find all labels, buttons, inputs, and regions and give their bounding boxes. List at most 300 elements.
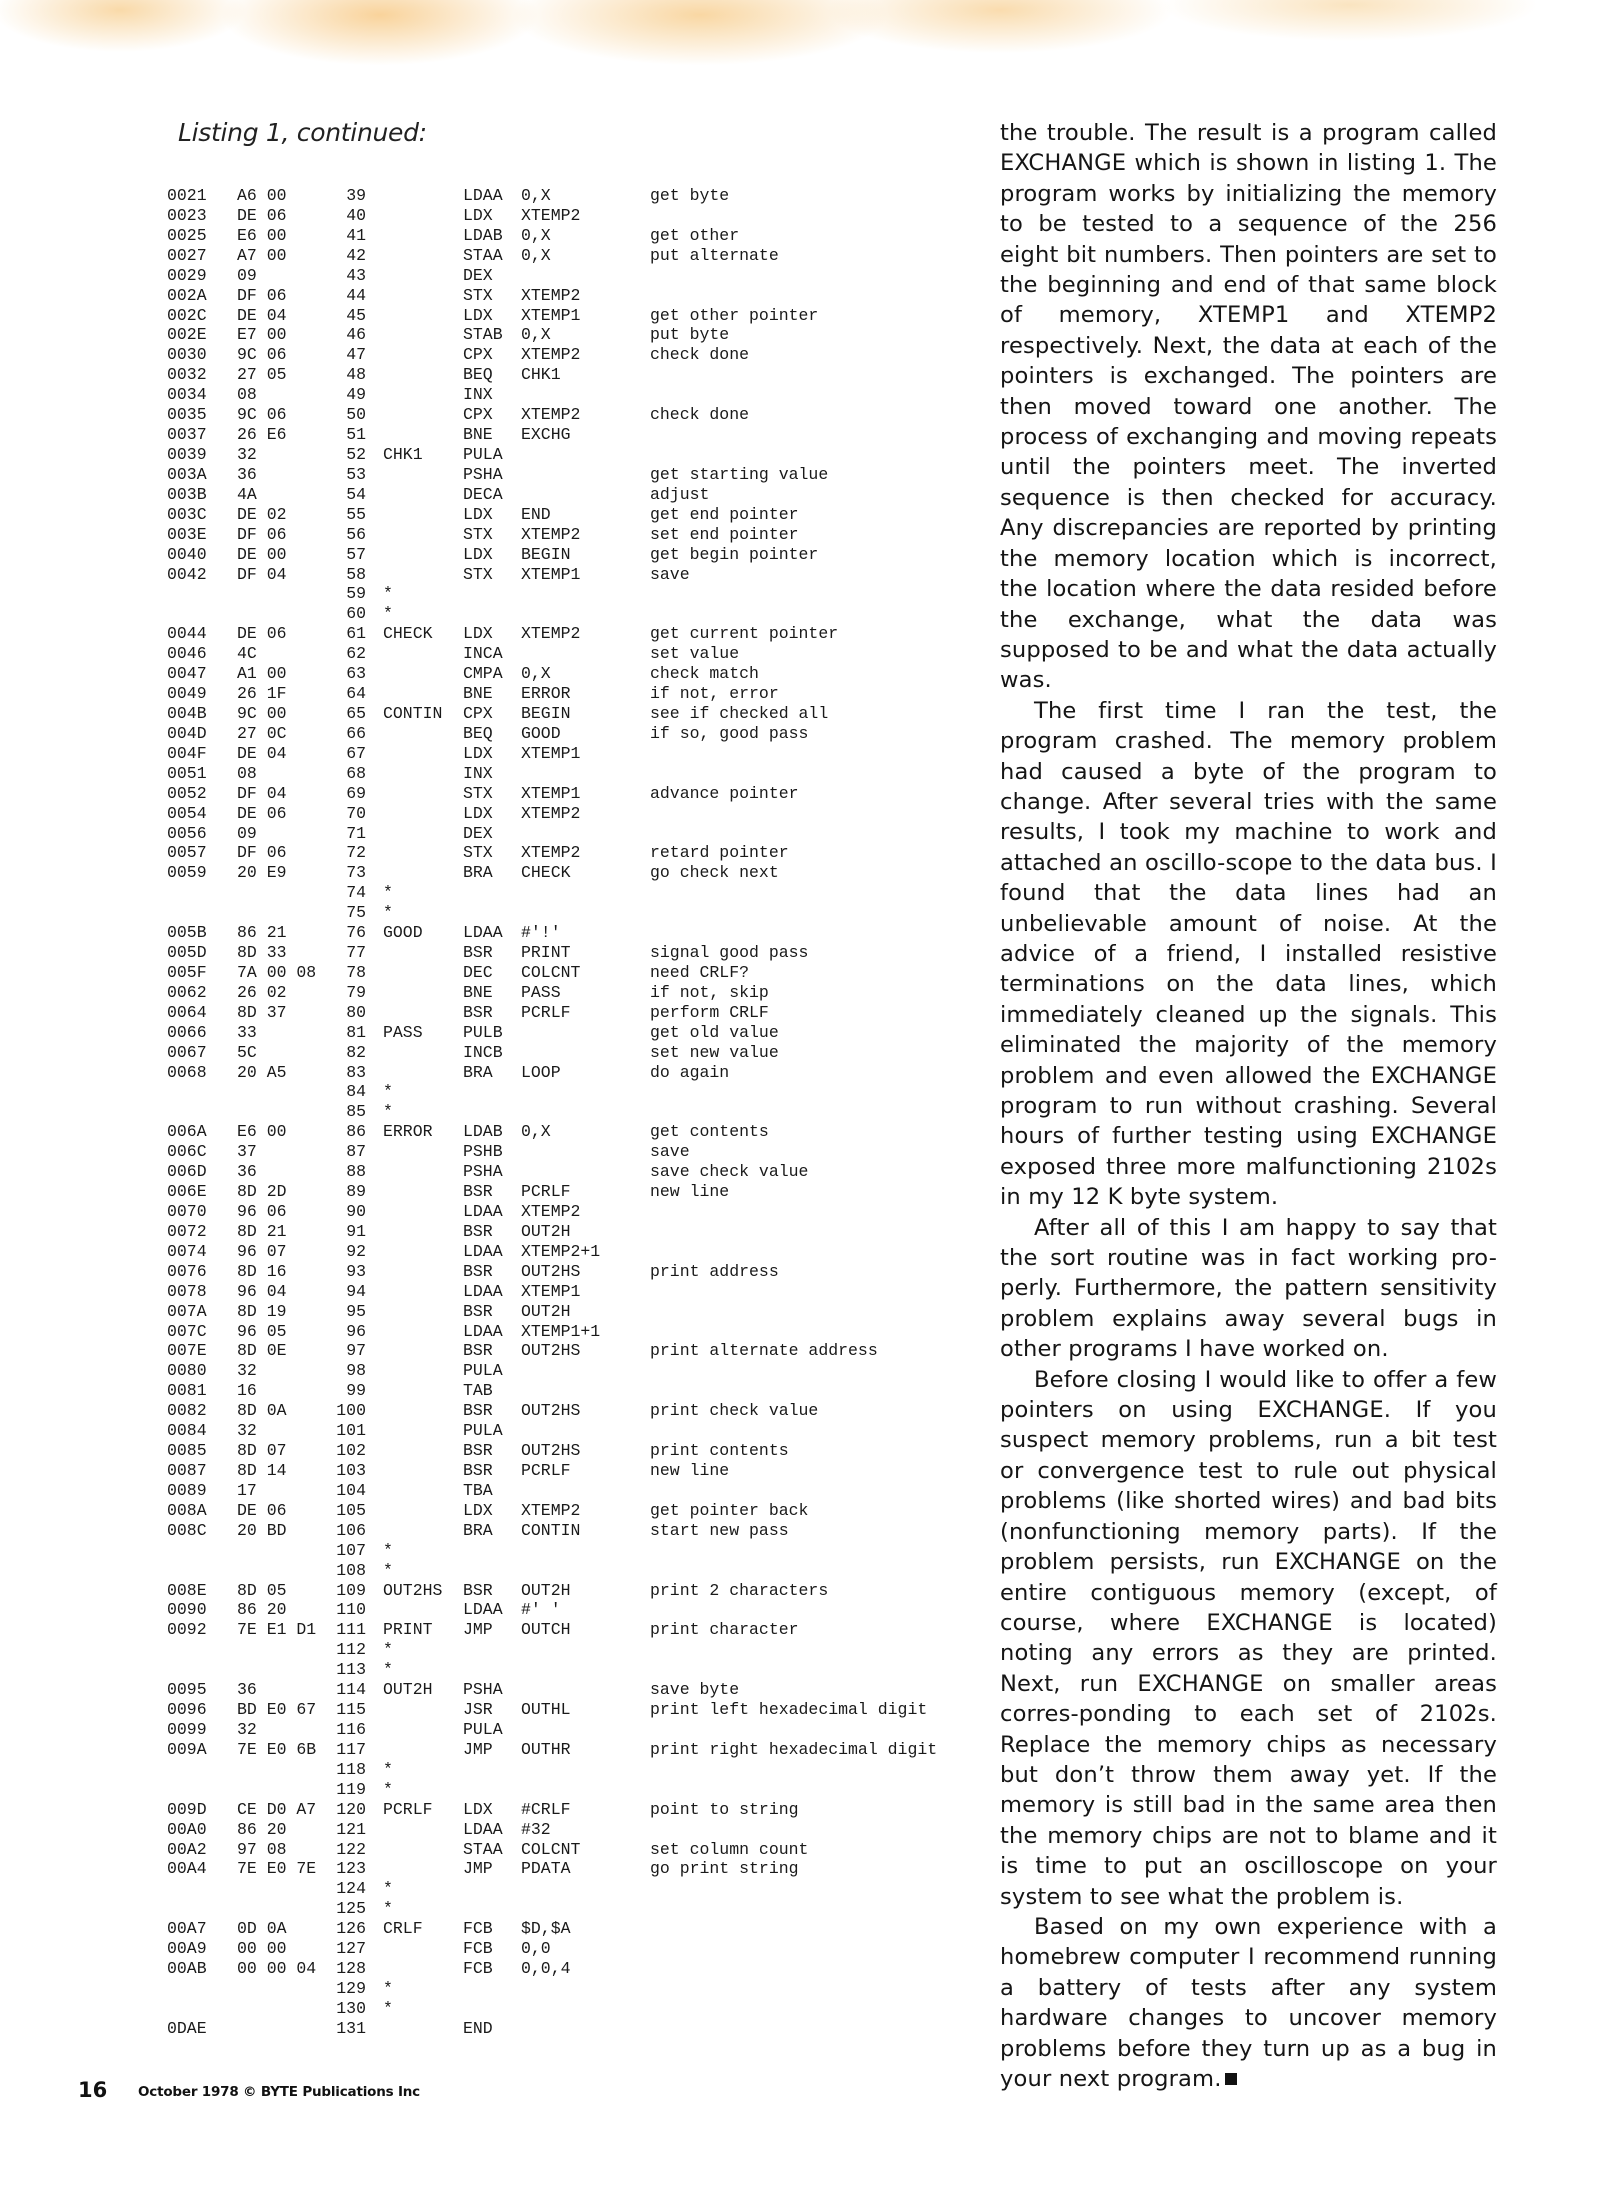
operand-cell: OUT2HS <box>521 1401 581 1421</box>
line-number-cell: 99 <box>346 1381 366 1401</box>
comment-cell: if not, skip <box>650 982 769 1002</box>
address-cell: 0084 <box>167 1421 207 1441</box>
bytes-cell: 8D 21 <box>237 1221 287 1241</box>
opcode-cell: BRA <box>463 863 493 883</box>
line-number-cell: 125 <box>336 1899 366 1919</box>
opcode-cell: INCB <box>463 1042 503 1062</box>
operand-cell: XTEMP2 <box>521 843 581 863</box>
opcode-cell: STX <box>463 285 493 305</box>
bytes-cell: 09 <box>237 265 257 285</box>
listing-row <box>0 485 960 505</box>
opcode-cell: FCB <box>463 1939 493 1959</box>
label-cell: * <box>383 1660 393 1680</box>
bytes-cell: CE D0 A7 <box>237 1799 317 1819</box>
bytes-cell: 96 04 <box>237 1281 287 1301</box>
line-number-cell: 76 <box>346 923 366 943</box>
listing-row <box>0 724 960 744</box>
opcode-cell: CPX <box>463 345 493 365</box>
bytes-cell: 33 <box>237 1022 257 1042</box>
line-number-cell: 87 <box>346 1142 366 1162</box>
comment-cell: go print string <box>650 1859 799 1879</box>
comment-cell: check done <box>650 345 750 365</box>
listing-row <box>0 943 960 963</box>
line-number-cell: 67 <box>346 743 366 763</box>
address-cell: 007C <box>167 1321 207 1341</box>
bytes-cell: DE 06 <box>237 1500 287 1520</box>
operand-cell: XTEMP2+1 <box>521 1241 601 1261</box>
address-cell: 0DAE <box>167 2018 207 2038</box>
address-cell: 003A <box>167 464 207 484</box>
comment-cell: go check next <box>650 863 779 883</box>
bytes-cell: 8D 33 <box>237 943 287 963</box>
line-number-cell: 94 <box>346 1281 366 1301</box>
listing-row <box>0 286 960 306</box>
listing-row <box>0 744 960 764</box>
line-number-cell: 64 <box>346 684 366 704</box>
listing-row <box>0 1182 960 1202</box>
address-cell: 004F <box>167 743 207 763</box>
address-cell: 007A <box>167 1301 207 1321</box>
address-cell: 0082 <box>167 1401 207 1421</box>
operand-cell: #32 <box>521 1819 551 1839</box>
line-number-cell: 44 <box>346 285 366 305</box>
listing-row <box>0 306 960 326</box>
opcode-cell: PSHB <box>463 1142 503 1162</box>
address-cell: 0085 <box>167 1441 207 1461</box>
paragraph-text: After all of this I am happy to say that the sort routine was in fact working pro-perly. Furthermore, the pattern sensitivity problem explains away several bugs in other programs I have worked on. <box>1000 1214 1497 1363</box>
opcode-cell: DECA <box>463 484 503 504</box>
listing-row <box>0 1780 960 1800</box>
address-cell: 0080 <box>167 1361 207 1381</box>
operand-cell: PRINT <box>521 943 571 963</box>
label-cell: * <box>383 1998 393 2018</box>
label-cell: PASS <box>383 1022 423 1042</box>
paragraph-text: the trouble. The result is a program called EXCHANGE which is shown in listing 1. The program works by initializing the memory to be tested to a sequence of the 256 eight bit numbers. Then pointers are set to the beginning and end of that same block of memory, XTEMP1 and XTEMP2 respectively. Next, the data at each of the pointers is exchanged. The pointers are then moved toward one another. The process of exchanging and moving repeats until the pointers meet. The inverted sequence is then checked for accuracy. Any discrepancies are reported by printing the memory location which is incorrect, the location where the data resided before the exchange, what the data was supposed to be and what the data actually was. <box>1000 120 1497 694</box>
bytes-cell: 97 08 <box>237 1839 287 1859</box>
comment-cell: print 2 characters <box>650 1580 829 1600</box>
listing-row <box>0 186 960 206</box>
opcode-cell: BNE <box>463 425 493 445</box>
line-number-cell: 47 <box>346 345 366 365</box>
opcode-cell: BSR <box>463 943 493 963</box>
address-cell: 0090 <box>167 1600 207 1620</box>
comment-cell: if so, good pass <box>650 723 809 743</box>
bytes-cell: 8D 05 <box>237 1580 287 1600</box>
bytes-cell: 36 <box>237 1680 257 1700</box>
line-number-cell: 50 <box>346 405 366 425</box>
listing-row <box>0 883 960 903</box>
listing-row <box>0 1720 960 1740</box>
operand-cell: 0,X <box>521 245 551 265</box>
bytes-cell: 36 <box>237 1162 257 1182</box>
opcode-cell: JMP <box>463 1859 493 1879</box>
listing-row <box>0 1919 960 1939</box>
line-number-cell: 43 <box>346 265 366 285</box>
listing-row <box>0 1063 960 1083</box>
comment-cell: see if checked all <box>650 703 829 723</box>
opcode-cell: PULB <box>463 1022 503 1042</box>
article-column <box>1000 118 1497 2094</box>
operand-cell: 0,X <box>521 664 551 684</box>
listing-row <box>0 584 960 604</box>
listing-row <box>0 266 960 286</box>
bytes-cell: 37 <box>237 1142 257 1162</box>
opcode-cell: BSR <box>463 1441 493 1461</box>
line-number-cell: 70 <box>346 803 366 823</box>
opcode-cell: LDX <box>463 305 493 325</box>
line-number-cell: 127 <box>336 1939 366 1959</box>
line-number-cell: 106 <box>336 1520 366 1540</box>
address-cell: 0074 <box>167 1241 207 1261</box>
listing-row <box>0 923 960 943</box>
listing-row <box>0 1760 960 1780</box>
listing-row <box>0 385 960 405</box>
address-cell: 0039 <box>167 444 207 464</box>
comment-cell: advance pointer <box>650 783 799 803</box>
bytes-cell: 8D 07 <box>237 1441 287 1461</box>
line-number-cell: 105 <box>336 1500 366 1520</box>
listing-row <box>0 1561 960 1581</box>
opcode-cell: BSR <box>463 1301 493 1321</box>
address-cell: 0021 <box>167 186 207 205</box>
bytes-cell: 7E E0 6B <box>237 1739 317 1759</box>
line-number-cell: 102 <box>336 1441 366 1461</box>
listing-row <box>0 505 960 525</box>
bytes-cell: A7 00 <box>237 245 287 265</box>
opcode-cell: BSR <box>463 1002 493 1022</box>
address-cell: 0046 <box>167 644 207 664</box>
bytes-cell: 16 <box>237 1381 257 1401</box>
address-cell: 0049 <box>167 684 207 704</box>
address-cell: 0078 <box>167 1281 207 1301</box>
bytes-cell: 00 00 <box>237 1939 287 1959</box>
address-cell: 002E <box>167 325 207 345</box>
operand-cell: PCRLF <box>521 1461 571 1480</box>
bytes-cell: 17 <box>237 1480 257 1500</box>
operand-cell: XTEMP1 <box>521 305 581 325</box>
address-cell: 0054 <box>167 803 207 823</box>
comment-cell: check done <box>650 405 750 425</box>
label-cell: CHECK <box>383 624 433 644</box>
bytes-cell: E7 00 <box>237 325 287 345</box>
comment-cell: if not, error <box>650 684 779 704</box>
end-of-article-icon <box>1225 2073 1237 2085</box>
operand-cell: OUT2HS <box>521 1441 581 1461</box>
operand-cell: PCRLF <box>521 1182 571 1202</box>
line-number-cell: 110 <box>336 1600 366 1620</box>
bytes-cell: 27 05 <box>237 365 287 385</box>
listing-row <box>0 1979 960 1999</box>
line-number-cell: 79 <box>346 982 366 1002</box>
operand-cell: $D,$A <box>521 1919 571 1939</box>
opcode-cell: BEQ <box>463 365 493 385</box>
comment-cell: point to string <box>650 1799 799 1819</box>
bytes-cell: 8D 2D <box>237 1182 287 1202</box>
line-number-cell: 63 <box>346 664 366 684</box>
line-number-cell: 109 <box>336 1580 366 1600</box>
line-number-cell: 58 <box>346 564 366 584</box>
line-number-cell: 69 <box>346 783 366 803</box>
line-number-cell: 48 <box>346 365 366 385</box>
opcode-cell: JSR <box>463 1700 493 1720</box>
listing-row <box>0 1800 960 1820</box>
operand-cell: OUT2H <box>521 1580 571 1600</box>
opcode-cell: INX <box>463 763 493 783</box>
paragraph-text: Based on my own experience with a homebrew computer I recommend running a battery of tests after any system hardware changes to uncover memory problems before they turn up as a bug in your next program. <box>1000 1913 1497 2092</box>
operand-cell: GOOD <box>521 723 561 743</box>
opcode-cell: BSR <box>463 1341 493 1361</box>
listing-title: Listing 1, continued: <box>178 118 427 147</box>
line-number-cell: 46 <box>346 325 366 345</box>
address-cell: 00A7 <box>167 1919 207 1939</box>
line-number-cell: 42 <box>346 245 366 265</box>
listing-row <box>0 1262 960 1282</box>
listing-row <box>0 1122 960 1142</box>
line-number-cell: 84 <box>346 1082 366 1102</box>
address-cell: 0096 <box>167 1700 207 1720</box>
bytes-cell: 0D 0A <box>237 1919 287 1939</box>
comment-cell: get current pointer <box>650 624 839 644</box>
line-number-cell: 101 <box>336 1421 366 1441</box>
bytes-cell: 26 02 <box>237 982 287 1002</box>
bytes-cell: 4A <box>237 484 257 504</box>
listing-row <box>0 824 960 844</box>
label-cell: * <box>383 1978 393 1998</box>
line-number-cell: 65 <box>346 703 366 723</box>
line-number-cell: 71 <box>346 823 366 843</box>
bytes-cell: 20 E9 <box>237 863 287 883</box>
line-number-cell: 66 <box>346 723 366 743</box>
listing-row <box>0 983 960 1003</box>
bytes-cell: 9C 00 <box>237 703 287 723</box>
bytes-cell: 8D 37 <box>237 1002 287 1022</box>
opcode-cell: PSHA <box>463 1680 503 1700</box>
assembly-listing <box>0 186 960 2039</box>
address-cell: 0052 <box>167 783 207 803</box>
address-cell: 004D <box>167 723 207 743</box>
bytes-cell: 4C <box>237 644 257 664</box>
comment-cell: get contents <box>650 1122 769 1142</box>
listing-row <box>0 1142 960 1162</box>
listing-row <box>0 903 960 923</box>
address-cell: 005F <box>167 962 207 982</box>
address-cell: 006E <box>167 1182 207 1202</box>
listing-row <box>0 226 960 246</box>
line-number-cell: 126 <box>336 1919 366 1939</box>
opcode-cell: PULA <box>463 444 503 464</box>
line-number-cell: 113 <box>336 1660 366 1680</box>
line-number-cell: 123 <box>336 1859 366 1879</box>
bytes-cell: DF 06 <box>237 524 287 544</box>
label-cell: CHK1 <box>383 444 423 464</box>
bytes-cell: 5C <box>237 1042 257 1062</box>
address-cell: 0027 <box>167 245 207 265</box>
operand-cell: XTEMP2 <box>521 285 581 305</box>
opcode-cell: STX <box>463 783 493 803</box>
opcode-cell: FCB <box>463 1959 493 1979</box>
bytes-cell: 96 05 <box>237 1321 287 1341</box>
line-number-cell: 51 <box>346 425 366 445</box>
comment-cell: print address <box>650 1261 779 1281</box>
bytes-cell: 09 <box>237 823 257 843</box>
bytes-cell: 7A 00 08 <box>237 962 317 982</box>
address-cell: 008A <box>167 1500 207 1520</box>
comment-cell: save check value <box>650 1162 809 1182</box>
comment-cell: save <box>650 564 690 584</box>
opcode-cell: STAA <box>463 245 503 265</box>
comment-cell: start new pass <box>650 1520 789 1540</box>
bytes-cell: DE 04 <box>237 305 287 325</box>
operand-cell: XTEMP1 <box>521 743 581 763</box>
opcode-cell: BSR <box>463 1401 493 1421</box>
paragraph-text: Before closing I would like to offer a few pointers on using EXCHANGE. If you suspect memory problems, run a bit test or convergence test to rule out physical problems (like shorted wires) and bad bits (nonfunctioning memory parts). If the problem persists, run EXCHANGE on the entire contiguous memory (except, of course, where EXCHANGE is located) noting any errors as they are printed. Next, run EXCHANGE on smaller areas corres-ponding to each set of 2102s. Replace the memory chips as necessary but don’t throw them away yet. If the memory is still bad in the same area then the memory chips are not to blame and it is time to put an oscilloscope on your system to see what the problem is. <box>1000 1366 1497 1910</box>
bytes-cell: 20 BD <box>237 1520 287 1540</box>
address-cell: 0057 <box>167 843 207 863</box>
opcode-cell: LDX <box>463 1500 493 1520</box>
listing-row <box>0 1899 960 1919</box>
opcode-cell: LDX <box>463 504 493 524</box>
page-number: 16 <box>78 2078 108 2102</box>
listing-row <box>0 624 960 644</box>
opcode-cell: BEQ <box>463 723 493 743</box>
line-number-cell: 111 <box>336 1620 366 1640</box>
bytes-cell: DF 04 <box>237 783 287 803</box>
line-number-cell: 62 <box>346 644 366 664</box>
comment-cell: save byte <box>650 1680 740 1700</box>
listing-row <box>0 1501 960 1521</box>
line-number-cell: 96 <box>346 1321 366 1341</box>
label-cell: OUT2HS <box>383 1580 443 1600</box>
listing-row <box>0 1222 960 1242</box>
operand-cell: BEGIN <box>521 544 571 564</box>
address-cell: 003C <box>167 504 207 524</box>
opcode-cell: LDX <box>463 544 493 564</box>
line-number-cell: 93 <box>346 1261 366 1281</box>
operand-cell: COLCNT <box>521 1839 581 1859</box>
operand-cell: #' ' <box>521 1600 561 1620</box>
address-cell: 0025 <box>167 225 207 245</box>
operand-cell: COLCNT <box>521 962 581 982</box>
listing-row <box>0 1341 960 1361</box>
opcode-cell: BSR <box>463 1580 493 1600</box>
bytes-cell: A1 00 <box>237 664 287 684</box>
line-number-cell: 103 <box>336 1461 366 1480</box>
listing-row <box>0 1242 960 1262</box>
operand-cell: XTEMP2 <box>521 624 581 644</box>
label-cell: * <box>383 903 393 923</box>
label-cell: * <box>383 1779 393 1799</box>
opcode-cell: CPX <box>463 703 493 723</box>
bytes-cell: DF 06 <box>237 285 287 305</box>
line-number-cell: 73 <box>346 863 366 883</box>
address-cell: 0092 <box>167 1620 207 1640</box>
bytes-cell: 8D 14 <box>237 1461 287 1480</box>
operand-cell: 0,X <box>521 186 551 205</box>
listing-row <box>0 445 960 465</box>
listing-row <box>0 1959 960 1979</box>
operand-cell: CHECK <box>521 863 571 883</box>
label-cell: * <box>383 1759 393 1779</box>
label-cell: ERROR <box>383 1122 433 1142</box>
listing-row <box>0 764 960 784</box>
line-number-cell: 104 <box>336 1480 366 1500</box>
label-cell: * <box>383 1560 393 1580</box>
operand-cell: OUTHL <box>521 1700 571 1720</box>
listing-row <box>0 1521 960 1541</box>
address-cell: 0087 <box>167 1461 207 1480</box>
comment-cell: need CRLF? <box>650 962 750 982</box>
address-cell: 0032 <box>167 365 207 385</box>
opcode-cell: BRA <box>463 1520 493 1540</box>
address-cell: 006D <box>167 1162 207 1182</box>
opcode-cell: INCA <box>463 644 503 664</box>
opcode-cell: STAA <box>463 1839 503 1859</box>
line-number-cell: 108 <box>336 1560 366 1580</box>
operand-cell: BEGIN <box>521 703 571 723</box>
bytes-cell: 8D 0E <box>237 1341 287 1361</box>
comment-cell: get starting value <box>650 464 829 484</box>
listing-row <box>0 1102 960 1122</box>
bytes-cell: 00 00 04 <box>237 1959 317 1979</box>
operand-cell: ERROR <box>521 684 571 704</box>
operand-cell: PDATA <box>521 1859 571 1879</box>
line-number-cell: 81 <box>346 1022 366 1042</box>
bytes-cell: 96 07 <box>237 1241 287 1261</box>
operand-cell: XTEMP2 <box>521 205 581 225</box>
operand-cell: PCRLF <box>521 1002 571 1022</box>
line-number-cell: 121 <box>336 1819 366 1839</box>
opcode-cell: BRA <box>463 1062 493 1082</box>
opcode-cell: LDAA <box>463 923 503 943</box>
bytes-cell: E6 00 <box>237 225 287 245</box>
comment-cell: get end pointer <box>650 504 799 524</box>
operand-cell: EXCHG <box>521 425 571 445</box>
address-cell: 00A0 <box>167 1819 207 1839</box>
opcode-cell: FCB <box>463 1919 493 1939</box>
address-cell: 0066 <box>167 1022 207 1042</box>
address-cell: 008E <box>167 1580 207 1600</box>
bytes-cell: 86 20 <box>237 1819 287 1839</box>
listing-row <box>0 1202 960 1222</box>
comment-cell: get other pointer <box>650 305 819 325</box>
line-number-cell: 40 <box>346 205 366 225</box>
address-cell: 003E <box>167 524 207 544</box>
listing-row <box>0 1082 960 1102</box>
line-number-cell: 128 <box>336 1959 366 1979</box>
line-number-cell: 74 <box>346 883 366 903</box>
listing-row <box>0 1302 960 1322</box>
line-number-cell: 53 <box>346 464 366 484</box>
opcode-cell: BSR <box>463 1182 493 1202</box>
comment-cell: set end pointer <box>650 524 799 544</box>
line-number-cell: 129 <box>336 1978 366 1998</box>
bytes-cell: 32 <box>237 444 257 464</box>
listing-row <box>0 1162 960 1182</box>
comment-cell: retard pointer <box>650 843 789 863</box>
comment-cell: set column count <box>650 1839 809 1859</box>
bytes-cell: 32 <box>237 1361 257 1381</box>
comment-cell: print alternate address <box>650 1341 878 1361</box>
opcode-cell: BNE <box>463 982 493 1002</box>
listing-row <box>0 1441 960 1461</box>
comment-cell: put alternate <box>650 245 779 265</box>
address-cell: 0076 <box>167 1261 207 1281</box>
address-cell: 007E <box>167 1341 207 1361</box>
line-number-cell: 89 <box>346 1182 366 1202</box>
bytes-cell: 9C 06 <box>237 405 287 425</box>
comment-cell: print contents <box>650 1441 789 1461</box>
address-cell: 0056 <box>167 823 207 843</box>
